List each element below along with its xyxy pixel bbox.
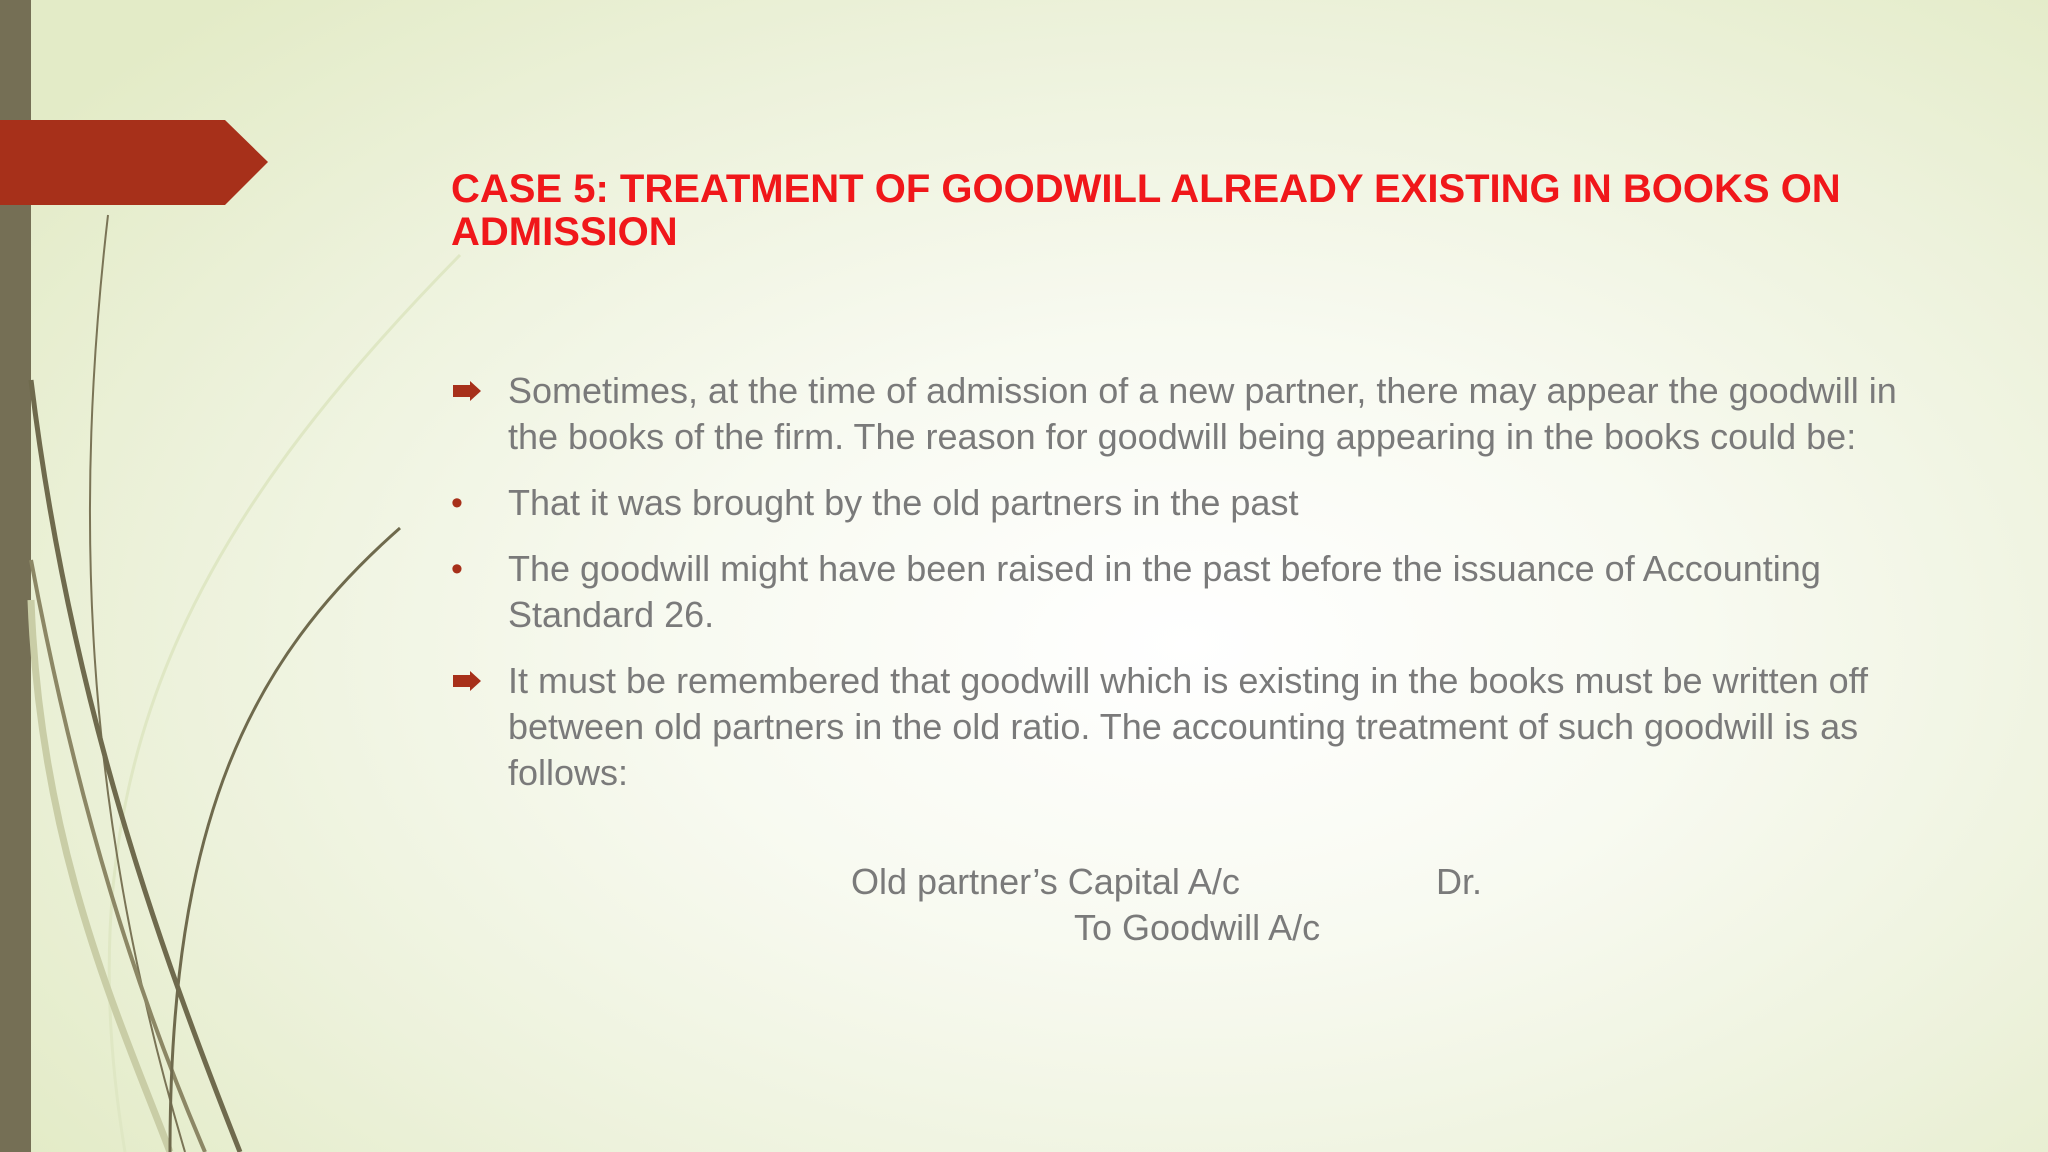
- list-item-text: That it was brought by the old partners in the past: [508, 482, 1299, 523]
- journal-debit-account: Old partner’s Capital A/c: [851, 861, 1240, 902]
- list-item: [451, 480, 1921, 526]
- list-item-text: Sometimes, at the time of admission of a new partner, there may appear the goodwill in the books of the firm. The reason for goodwill being appearing in the books could be:: [508, 370, 1897, 457]
- list-item-text: The goodwill might have been raised in the past before the issuance of Accounting Standard 26.: [508, 548, 1821, 635]
- arrow-icon: [451, 368, 485, 414]
- slide-content: [451, 368, 1921, 816]
- list-item-text: It must be remembered that goodwill which is existing in the books must be written off between old partners in the old ratio. The accounting treatment of such goodwill is as follows:: [508, 660, 1868, 793]
- bullet-dot: •: [451, 484, 463, 522]
- list-item: [451, 546, 1921, 638]
- journal-debit-marker: Dr.: [1436, 861, 1483, 902]
- slide-title: CASE 5: TREATMENT OF GOODWILL ALREADY EXISTING IN BOOKS ON ADMISSION: [451, 167, 1841, 254]
- journal-credit-account: To Goodwill A/c: [1074, 907, 1321, 948]
- arrow-icon: [451, 658, 485, 704]
- list-item: [451, 368, 1921, 460]
- bullet-dot: •: [451, 550, 463, 588]
- list-item: [451, 658, 1921, 796]
- title-accent-tab: [0, 120, 268, 205]
